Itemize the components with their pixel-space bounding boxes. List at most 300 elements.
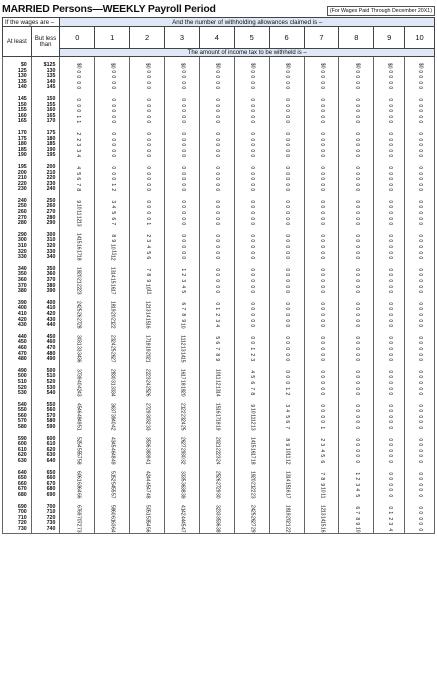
tax-value: 0: [214, 217, 221, 220]
tax-value: 0: [319, 290, 326, 294]
tax-value: 21: [144, 357, 151, 363]
tax-cell: [95, 329, 130, 341]
tax-value: 0: [354, 171, 361, 175]
tax-value: 0: [386, 268, 393, 271]
tax-value: 14: [214, 391, 221, 397]
tax-value: 0: [386, 449, 393, 453]
tax-cell: [374, 431, 405, 443]
tax-value: 0: [144, 217, 151, 220]
tax-value: 0: [284, 171, 291, 175]
tax-cell: [405, 431, 435, 443]
tax-value: 0: [284, 268, 291, 271]
less-than-cell: 210: [31, 171, 60, 177]
tax-value: 7: [75, 183, 82, 186]
tax-value: 22: [75, 283, 82, 290]
tax-value: 0: [110, 81, 117, 84]
tax-value: 0: [417, 426, 424, 430]
tax-value: 14: [179, 351, 186, 358]
allowance-8-header: 8: [339, 27, 374, 49]
less-than-cell: 640: [31, 459, 60, 465]
less-than-cell: 350: [31, 261, 60, 273]
tax-value: 0: [386, 154, 393, 158]
tax-value: 0: [144, 143, 151, 147]
tax-value: 0: [284, 370, 291, 373]
tax-value: 0: [354, 251, 361, 254]
tax-value: 0: [417, 347, 424, 351]
tax-cell: [60, 363, 95, 375]
tax-value: 0: [319, 285, 326, 288]
tax-value: 0: [110, 120, 117, 124]
tax-value: 0: [110, 177, 117, 181]
tax-value: 29: [214, 487, 221, 493]
tax-value: 0: [354, 98, 361, 102]
tax-value: $0: [110, 63, 117, 69]
tax-value: 0: [179, 239, 186, 243]
tax-value: 39: [179, 493, 186, 499]
tax-value: 4: [75, 166, 82, 170]
tax-value: 6: [319, 460, 326, 464]
tax-value: 0: [354, 149, 361, 152]
tax-value: 19: [249, 470, 256, 477]
tax-cell: [199, 363, 234, 375]
tax-value: 6: [354, 506, 361, 509]
table-row: [3, 91, 435, 103]
tax-value: 27: [249, 521, 256, 527]
tax-value: 0: [284, 115, 291, 118]
tax-cell: [60, 57, 95, 69]
tax-value: 0: [144, 132, 151, 136]
tax-cell: [269, 261, 304, 273]
tax-value: 0: [417, 137, 424, 141]
tax-value: $0: [386, 63, 393, 69]
tax-value: 25: [144, 385, 151, 392]
table-row: [3, 261, 435, 273]
at-least-cell: 700: [3, 510, 32, 516]
tax-cell: [130, 193, 165, 205]
at-least-cell: 290: [3, 227, 32, 239]
tax-cell: [165, 527, 200, 533]
tax-value: 0: [386, 188, 393, 192]
tax-cell: [60, 159, 95, 171]
tax-value: 17: [214, 413, 221, 420]
tax-value: 0: [386, 494, 393, 498]
tax-value: 0: [354, 154, 361, 158]
tax-value: 0: [249, 234, 256, 238]
tax-value: 0: [284, 200, 291, 204]
less-than-cell: $125: [31, 57, 60, 69]
tax-value: 0: [354, 302, 361, 305]
tax-value: 0: [417, 522, 424, 526]
tax-value: 33: [214, 510, 221, 516]
page-title: MARRIED Persons—WEEKLY Payroll Period: [2, 3, 216, 15]
tax-value: 0: [144, 200, 151, 204]
tax-value: 0: [386, 256, 393, 260]
tax-value: 60: [110, 510, 117, 516]
at-least-cell: 270: [3, 216, 32, 222]
tax-value: 21: [249, 481, 256, 488]
tax-value: 0: [249, 307, 256, 311]
tax-value: 58: [75, 459, 82, 465]
tax-value: 9: [144, 279, 151, 283]
tax-value: 0: [249, 268, 256, 271]
tax-cell: [304, 527, 339, 533]
tax-value: 0: [284, 222, 291, 226]
tax-value: 0: [386, 443, 393, 447]
tax-cell: [60, 397, 95, 409]
tax-value: 0: [386, 307, 393, 311]
tax-value: 0: [214, 109, 221, 113]
tax-value: 0: [417, 154, 424, 158]
tax-value: 0: [386, 358, 393, 362]
tax-value: 0: [386, 386, 393, 390]
tax-value: 2: [284, 392, 291, 396]
tax-value: 4: [110, 205, 117, 209]
tax-value: 34: [110, 391, 117, 397]
tax-value: 3: [319, 443, 326, 447]
tax-value: 0: [110, 143, 117, 147]
tax-value: 19: [214, 425, 221, 431]
tax-value: 32: [214, 504, 221, 511]
tax-value: 0: [319, 109, 326, 113]
tax-value: 27: [214, 481, 221, 488]
tax-value: 0: [354, 279, 361, 283]
tax-value: 0: [214, 183, 221, 186]
tax-value: 0: [249, 313, 256, 317]
tax-value: 9: [179, 318, 186, 322]
tax-value: 0: [214, 137, 221, 141]
tax-value: 0: [386, 336, 393, 339]
tax-value: 0: [214, 115, 221, 118]
tax-value: 0: [319, 211, 326, 215]
tax-cell: [130, 227, 165, 239]
tax-value: 7: [249, 386, 256, 390]
table-row: [3, 57, 435, 69]
tax-cell: [95, 527, 130, 533]
tax-value: 0: [214, 302, 221, 305]
tax-value: 20: [110, 311, 117, 318]
tax-value: 1: [214, 307, 221, 311]
tax-value: 33: [179, 470, 186, 477]
tax-value: 0: [386, 177, 393, 181]
tax-value: 0: [284, 352, 291, 356]
tax-value: 0: [284, 81, 291, 84]
tax-value: 0: [354, 120, 361, 124]
at-least-cell: 440: [3, 329, 32, 341]
tax-value: 23: [179, 413, 186, 420]
tax-cell: [304, 159, 339, 171]
tax-value: 54: [144, 521, 151, 527]
tax-value: 19: [179, 385, 186, 392]
tax-cell: [130, 397, 165, 409]
tax-value: 2: [319, 438, 326, 441]
tax-value: 0: [386, 279, 393, 283]
tax-value: 4: [75, 154, 82, 158]
tax-value: 12: [319, 504, 326, 511]
tax-value: 48: [144, 493, 151, 499]
tax-value: 0: [249, 336, 256, 339]
tax-value: 11: [319, 493, 326, 499]
tax-value: 0: [284, 205, 291, 209]
tax-value: 0: [417, 517, 424, 520]
tax-value: 8: [319, 477, 326, 481]
tax-value: 21: [75, 278, 82, 284]
tax-value: 0: [214, 200, 221, 204]
tax-value: 7: [179, 307, 186, 311]
tax-value: 18: [284, 504, 291, 511]
less-than-cell: 450: [31, 329, 60, 341]
tax-value: 0: [249, 211, 256, 215]
tax-value: 67: [75, 504, 82, 511]
tax-value: 58: [110, 504, 117, 511]
tax-value: 0: [386, 171, 393, 175]
tax-value: 0: [417, 352, 424, 356]
tax-value: 0: [417, 460, 424, 464]
tax-cell: [130, 329, 165, 341]
tax-value: 0: [249, 115, 256, 118]
title-row: [2, 3, 435, 17]
less-than-cell: 700: [31, 499, 60, 511]
table-row: [3, 431, 435, 443]
tax-value: 50: [144, 504, 151, 511]
tax-value: 0: [284, 324, 291, 328]
tax-cell: [199, 261, 234, 273]
less-than-cell: 145: [31, 85, 60, 91]
tax-cell: [339, 295, 374, 307]
tax-cell: [374, 329, 405, 341]
at-least-cell: 670: [3, 487, 32, 493]
tax-value: 5: [214, 336, 221, 339]
tax-cell: [374, 193, 405, 205]
tax-value: 0: [319, 256, 326, 260]
tax-value: 37: [75, 368, 82, 375]
tax-value: 0: [249, 205, 256, 209]
tax-value: 38: [214, 526, 221, 533]
tax-value: 42: [75, 385, 82, 392]
tax-value: 14: [144, 311, 151, 318]
tax-value: 70: [75, 515, 82, 522]
tax-value: 0: [214, 290, 221, 294]
tax-value: 0: [354, 404, 361, 407]
tax-cell: [234, 431, 269, 443]
tax-value: 36: [179, 481, 186, 488]
tax-value: 29: [144, 408, 151, 414]
tax-cell: [234, 499, 269, 511]
tax-value: 0: [354, 81, 361, 84]
tax-value: 14: [110, 272, 117, 278]
tax-cell: [339, 363, 374, 375]
tax-value: 3: [386, 522, 393, 526]
tax-value: 0: [179, 132, 186, 136]
tax-cell: [130, 465, 165, 477]
tax-value: 0: [354, 460, 361, 464]
tax-value: 0: [249, 98, 256, 102]
tax-value: 0: [354, 177, 361, 181]
tax-cell: [339, 465, 374, 477]
tax-value: 0: [319, 324, 326, 328]
tax-value: 0: [249, 245, 256, 249]
tax-cell: [405, 125, 435, 137]
tax-value: 0: [417, 358, 424, 362]
tax-value: 0: [417, 166, 424, 170]
tax-value: 0: [214, 273, 221, 277]
tax-value: 0: [249, 324, 256, 328]
tax-value: 0: [249, 70, 256, 73]
less-than-cell: 230: [31, 182, 60, 188]
tax-value: 0: [249, 109, 256, 113]
tax-cell: [130, 363, 165, 375]
less-than-cell: 150: [31, 91, 60, 103]
tax-value: 0: [179, 183, 186, 186]
tax-cell: [234, 527, 269, 533]
tax-value: 0: [249, 285, 256, 288]
tax-value: 18: [144, 340, 151, 346]
tax-cell: [60, 499, 95, 511]
tax-value: 18: [75, 255, 82, 261]
at-least-cell: 260: [3, 210, 32, 216]
tax-value: 0: [386, 132, 393, 136]
tax-value: 0: [354, 234, 361, 238]
tax-value: 0: [354, 188, 361, 192]
tax-cell: [234, 193, 269, 205]
tax-value: 0: [386, 290, 393, 294]
tax-value: 7: [319, 472, 326, 475]
tax-cell: [199, 295, 234, 307]
less-than-cell: 280: [31, 216, 60, 222]
tax-value: 0: [179, 188, 186, 192]
at-least-cell: 720: [3, 521, 32, 527]
tax-value: 54: [110, 481, 117, 488]
tax-value: 12: [144, 300, 151, 307]
less-than-cell: 130: [31, 69, 60, 75]
tax-value: 0: [319, 183, 326, 186]
tax-value: 0: [417, 205, 424, 209]
tax-value: 6: [179, 302, 186, 305]
tax-value: 21: [110, 317, 117, 324]
tax-value: 38: [144, 447, 151, 454]
tax-cell: [304, 431, 339, 443]
tax-value: 0: [354, 211, 361, 215]
tax-value: 4: [179, 285, 186, 288]
tax-value: 0: [179, 149, 186, 152]
less-than-cell: 690: [31, 493, 60, 499]
tax-value: 0: [417, 386, 424, 390]
tax-cell: [165, 431, 200, 443]
at-least-cell: 470: [3, 352, 32, 358]
tax-cell: [165, 397, 200, 409]
tax-value: 0: [354, 392, 361, 396]
tax-value: 0: [386, 477, 393, 481]
tax-value: 13: [249, 425, 256, 431]
tax-value: 0: [386, 109, 393, 113]
tax-value: 2: [110, 188, 117, 192]
tax-value: 0: [386, 324, 393, 328]
tax-cell: [304, 125, 339, 137]
tax-value: 15: [110, 278, 117, 284]
tax-value: 23: [110, 334, 117, 341]
tax-value: 0: [110, 109, 117, 113]
at-least-cell: 420: [3, 318, 32, 324]
tax-value: 0: [284, 347, 291, 351]
tax-cell: [304, 227, 339, 239]
tax-cell: [165, 125, 200, 137]
at-least-cell: 560: [3, 414, 32, 420]
tax-value: 22: [179, 408, 186, 414]
tax-cell: [165, 91, 200, 103]
tax-cell: [165, 465, 200, 477]
tax-value: 0: [214, 279, 221, 283]
tax-value: 0: [214, 211, 221, 215]
tax-cell: [405, 193, 435, 205]
tax-value: $0: [214, 63, 221, 69]
tax-value: 3: [284, 404, 291, 407]
at-least-cell: 580: [3, 425, 32, 431]
tax-value: 18: [179, 379, 186, 386]
less-than-cell: 410: [31, 306, 60, 312]
tax-value: 7: [110, 222, 117, 226]
tax-value: 0: [417, 438, 424, 441]
tax-value: 0: [417, 239, 424, 243]
tax-value: 0: [179, 166, 186, 170]
tax-cell: [405, 363, 435, 375]
tax-cell: [374, 363, 405, 375]
less-than-cell: 730: [31, 521, 60, 527]
tax-value: 0: [354, 438, 361, 441]
tax-value: 0: [75, 86, 82, 90]
tax-value: 14: [319, 515, 326, 522]
tax-value: 0: [319, 200, 326, 204]
tax-cell: [374, 91, 405, 103]
at-least-header: At least: [3, 27, 32, 57]
table-row: [3, 159, 435, 171]
tax-value: 0: [319, 205, 326, 209]
tax-value: 1: [386, 511, 393, 515]
tax-value: 3: [214, 318, 221, 322]
less-than-cell: 660: [31, 476, 60, 482]
tax-value: $0: [179, 63, 186, 69]
tax-value: 0: [284, 290, 291, 294]
tax-value: 0: [144, 188, 151, 192]
tax-cell: [234, 295, 269, 307]
tax-cell: [405, 499, 435, 511]
tax-value: 0: [319, 404, 326, 407]
tax-value: 0: [249, 273, 256, 277]
tax-value: 0: [417, 222, 424, 226]
tax-value: 9: [214, 358, 221, 362]
tax-cell: [339, 227, 374, 239]
tax-value: 19: [144, 345, 151, 352]
tax-value: 0: [386, 115, 393, 118]
less-than-cell: 480: [31, 352, 60, 358]
tax-value: 0: [354, 409, 361, 413]
tax-value: 17: [144, 334, 151, 341]
tax-value: 0: [319, 251, 326, 254]
tax-cell: [234, 125, 269, 137]
tax-value: 0: [354, 137, 361, 141]
less-than-cell: 710: [31, 510, 60, 516]
tax-value: 35: [144, 436, 151, 443]
tax-value: 29: [249, 526, 256, 533]
tax-cell: [304, 57, 339, 69]
at-least-cell: 280: [3, 221, 32, 227]
tax-value: 51: [110, 470, 117, 477]
at-least-cell: 320: [3, 250, 32, 256]
tax-value: 0: [249, 239, 256, 243]
tax-value: 0: [319, 120, 326, 124]
tax-value: 0: [179, 137, 186, 141]
tax-value: 0: [214, 120, 221, 124]
tax-value: 22: [214, 447, 221, 454]
at-least-cell: 160: [3, 114, 32, 120]
